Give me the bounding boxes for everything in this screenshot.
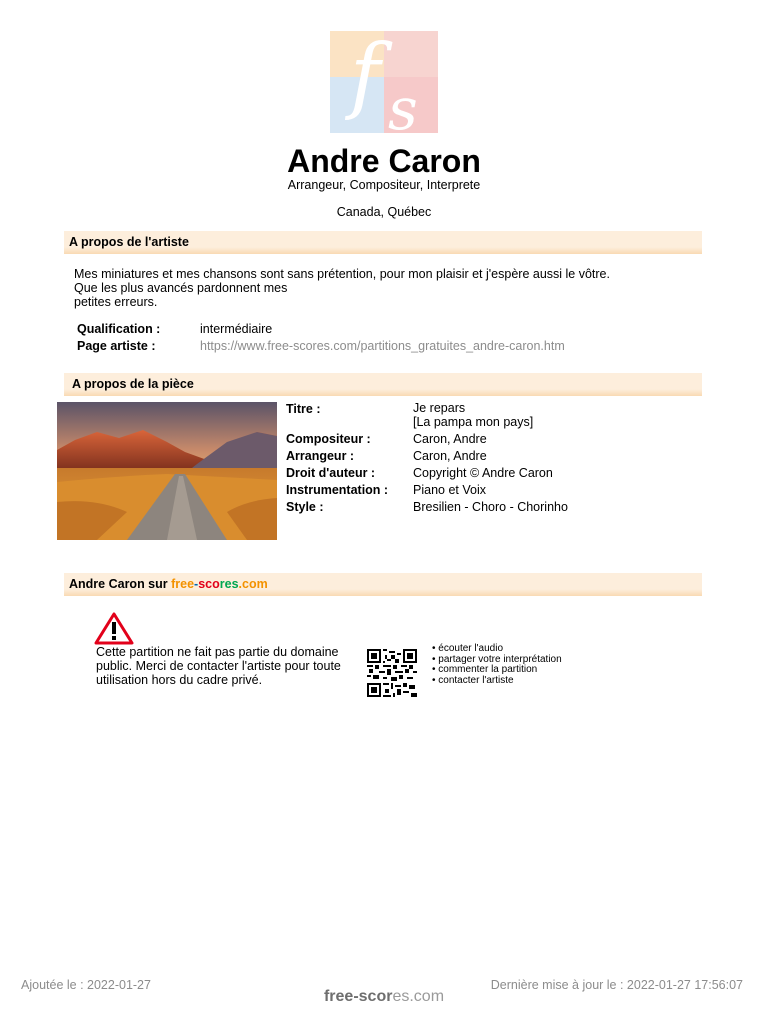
footer-logo-part: es.com <box>392 988 445 1005</box>
section-heading-artist: A propos de l'artiste <box>64 231 702 254</box>
copyright-label: Droit d'auteur : <box>286 466 376 480</box>
piece-info-table <box>286 401 568 516</box>
title-value <box>413 401 533 429</box>
section-heading-freescores <box>64 573 702 596</box>
title-main: Je repars <box>413 401 466 415</box>
info-row-page <box>77 338 565 355</box>
composer-value: Caron, Andre <box>413 432 487 446</box>
instrumentation-label: Instrumentation : <box>286 483 389 497</box>
updated-date: Dernière mise à jour le : 2022-01-27 17:56:07 <box>490 978 743 992</box>
instrumentation-value: Piano et Voix <box>413 483 486 497</box>
qr-action-item: • commenter la partition <box>432 664 538 675</box>
brand-part: .com <box>238 577 268 591</box>
description-line: petites erreurs. <box>74 295 158 309</box>
composer-label: Compositeur : <box>286 432 371 446</box>
style-value: Bresilien - Choro - Chorinho <box>413 500 568 514</box>
section-heading-piece <box>64 373 702 396</box>
arranger-label: Arrangeur : <box>286 449 355 463</box>
info-row-style <box>286 499 568 516</box>
freescores-brand-link[interactable] <box>171 577 268 591</box>
info-row-copyright <box>286 465 568 482</box>
qr-action-item: • écouter l'audio <box>432 643 504 654</box>
arranger-value: Caron, Andre <box>413 449 487 463</box>
section-heading-piece-label: A propos de la pièce <box>72 377 194 391</box>
info-row-qualification <box>77 321 565 338</box>
title-label: Titre : <box>286 402 321 416</box>
brand-part: - <box>194 577 199 591</box>
added-date: Ajoutée le : 2022-01-27 <box>21 978 151 992</box>
brand-part: sco <box>198 577 220 591</box>
artist-page-label: Page artiste : <box>77 339 156 353</box>
style-label: Style : <box>286 500 324 514</box>
piece-photo <box>57 402 277 540</box>
description-line: Mes miniatures et mes chansons sont sans prétention, pour mon plaisir et j'espère aussi le vôtre. <box>74 267 610 281</box>
artist-location: Canada, Québec <box>336 205 432 219</box>
copyright-value: Copyright © Andre Caron <box>413 466 553 480</box>
info-row-arranger <box>286 448 568 465</box>
artist-name: Andre Caron <box>287 143 481 179</box>
qr-code[interactable] <box>367 649 417 697</box>
title-subtitle: [La pampa mon pays] <box>413 415 534 429</box>
qualification-label: Qualification : <box>77 322 161 336</box>
qr-action-item: • contacter l'artiste <box>432 674 514 686</box>
copyright-notice: Cette partition ne fait pas partie du domaine public. Merci de contacter l'artiste pour toute utilisation hors du cadre privé. <box>96 645 341 687</box>
svg-text:f: f <box>350 31 381 123</box>
artist-roles: Arrangeur, Compositeur, Interprete <box>287 178 481 192</box>
warning-triangle-icon <box>94 612 134 645</box>
info-row-title <box>286 401 568 429</box>
description-line: Que les plus avancés pardonnent mes <box>74 281 288 295</box>
footer-logo-part: free-scor <box>323 988 393 1005</box>
info-row-instrumentation <box>286 482 568 499</box>
artist-description <box>74 267 694 309</box>
qr-action-item: • partager votre interprétation <box>432 653 562 665</box>
freescores-heading-prefix: Andre Caron sur <box>69 577 172 591</box>
svg-text:s: s <box>388 75 418 133</box>
artist-info-table <box>77 321 565 355</box>
brand-part: res <box>219 577 239 591</box>
brand-part: free <box>171 577 195 591</box>
qualification-value: intermédiaire <box>200 322 273 336</box>
artist-page-link[interactable]: https://www.free-scores.com/partitions_gratuites_andre-caron.htm <box>200 339 565 353</box>
qr-actions-list <box>432 644 562 686</box>
free-scores-logo <box>330 31 438 133</box>
info-row-composer <box>286 431 568 448</box>
